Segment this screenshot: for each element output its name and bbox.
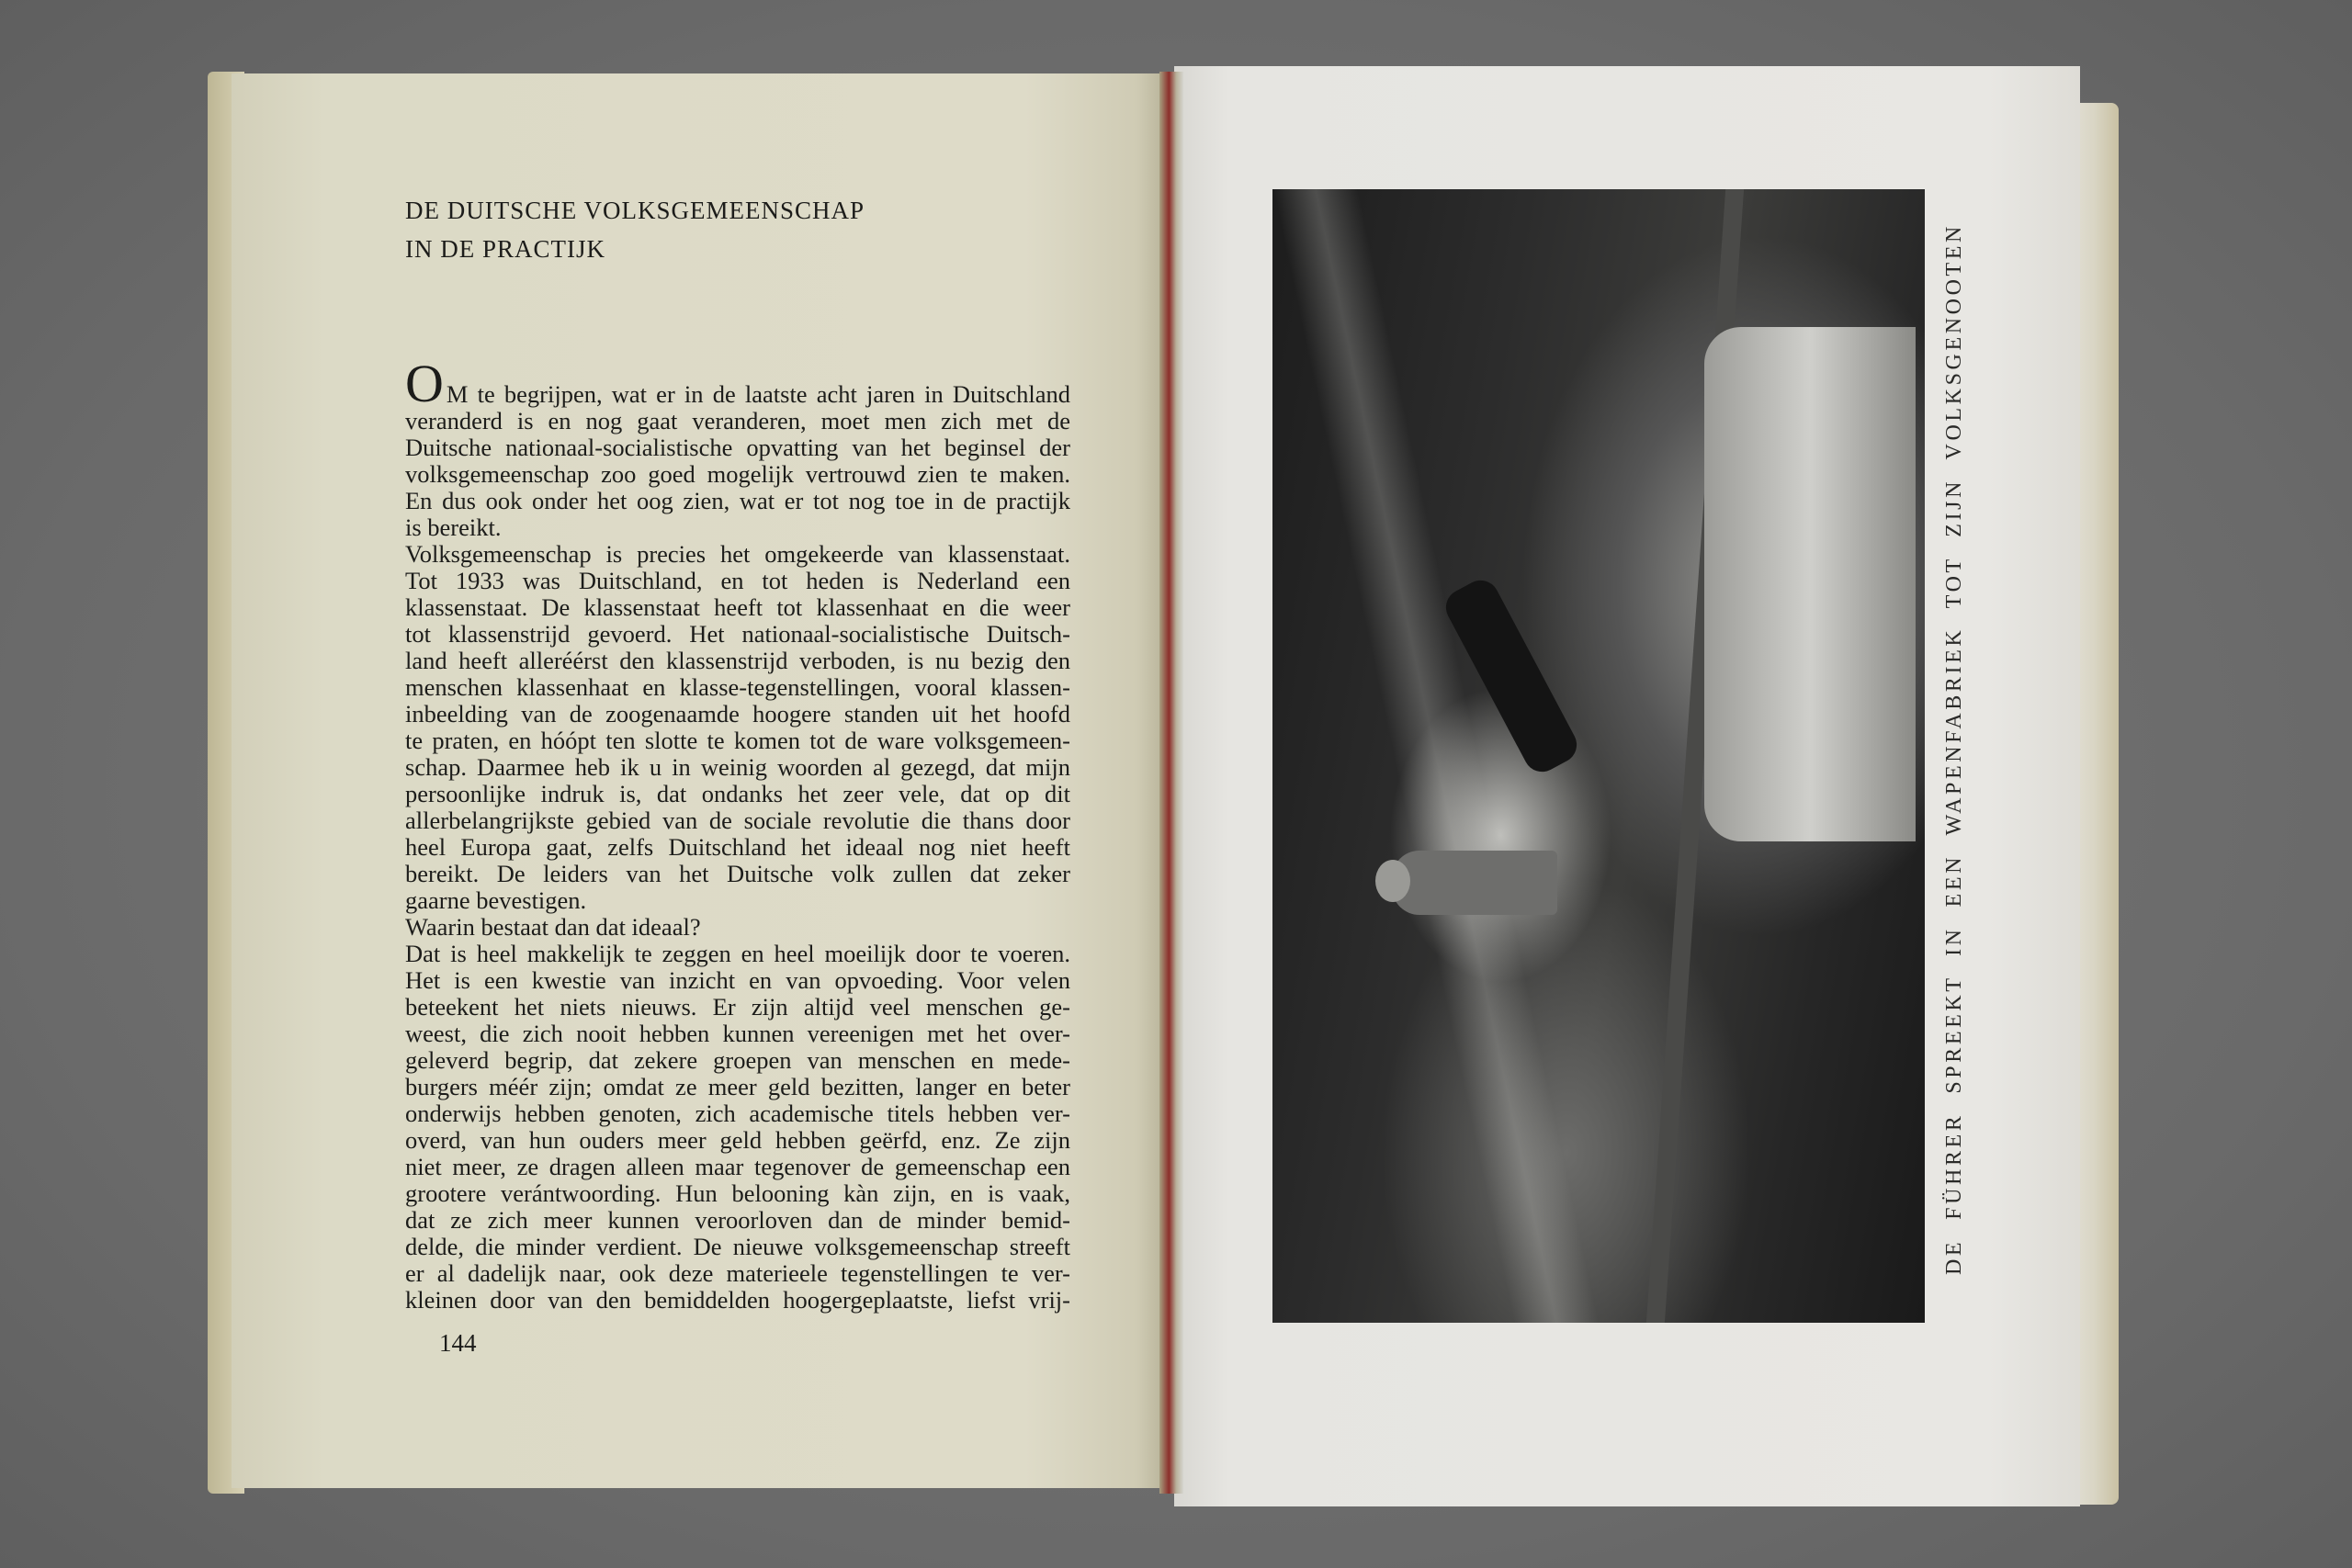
text-line: land heeft alleréérst den klassenstrijd verboden, is nu bezig den [405, 648, 1070, 674]
photo-light-beam [1272, 189, 1626, 1323]
text-line: weest, die zich nooit hebben kunnen vereenigen met het over- [405, 1021, 1070, 1047]
text-line: burgers méér zijn; omdat ze meer geld bezitten, langer en beter [405, 1074, 1070, 1100]
text-line: grootere verántwoording. Hun belooning kàn zijn, en is vaak, [405, 1180, 1070, 1207]
text-line: niet meer, ze dragen alleen maar tegenover de gemeenschap een [405, 1154, 1070, 1180]
text-line: menschen klassenhaat en klasse-tegenstellingen, vooral klassen- [405, 674, 1070, 701]
text-line: En dus ook onder het oog zien, wat er tot nog toe in de practijk [405, 488, 1070, 514]
text-line: geleverd begrip, dat zekere groepen van menschen en mede- [405, 1047, 1070, 1074]
text-line: tot klassenstrijd gevoerd. Het nationaal-socialistische Duitsch- [405, 621, 1070, 648]
text-line: M te begrijpen, wat er in de laatste acht jaren in Duitschland [446, 381, 1070, 408]
text-line: schap. Daarmee heb ik u in weinig woorden al gezegd, dat mijn [405, 754, 1070, 781]
photo-speaker-head [1375, 860, 1410, 902]
chapter-heading [405, 191, 865, 268]
text-line: er al dadelijk naar, ook deze materieele tegenstellingen te ver- [405, 1260, 1070, 1287]
photo-caption: DE FÜHRER SPREEKT IN EEN WAPENFABRIEK TOT ZIJN VOLKSGENOOTEN [1942, 223, 1966, 1275]
text-line: dat ze zich meer kunnen veroorloven dan de minder bemid- [405, 1207, 1070, 1234]
text-line: Tot 1933 was Duitschland, en tot heden is Nederland een [405, 568, 1070, 594]
text-line: Volksgemeenschap is precies het omgekeerde van klassenstaat. [405, 541, 1070, 568]
text-line: onderwijs hebben genoten, zich academische titels hebben ver- [405, 1100, 1070, 1127]
text-line: Waarin bestaat dan dat ideaal? [405, 914, 701, 941]
page-number: 144 [439, 1329, 477, 1357]
first-text-row [405, 354, 1070, 413]
text-line: persoonlijke indruk is, dat ondanks het zeer vele, dat op dit [405, 781, 1070, 807]
text-line: inbeelding van de zoogenaamde hoogere standen uit het hoofd [405, 701, 1070, 728]
text-line: Het is een kwestie van inzicht en van opvoeding. Voor velen [405, 967, 1070, 994]
text-line: is bereikt. [405, 514, 502, 541]
text-line: delde, die minder verdient. De nieuwe volksgemeenschap streeft [405, 1234, 1070, 1260]
chapter-heading-line-2: IN DE PRACTIJK [405, 235, 606, 263]
text-line: veranderd is en nog gaat veranderen, moet men zich met de [405, 408, 1070, 434]
text-line: bereikt. De leiders van het Duitsche volk zullen dat zeker [405, 861, 1070, 887]
body-text [405, 354, 1070, 1314]
text-line: heel Europa gaat, zelfs Duitschland het ideaal nog niet heeft [405, 834, 1070, 861]
photo-speaker-figure [1392, 851, 1557, 915]
text-line: te praten, en hóópt ten slotte te komen tot de ware volksgemeen- [405, 728, 1070, 754]
chapter-heading-line-1: DE DUITSCHE VOLKSGEMEENSCHAP [405, 197, 865, 224]
text-line: klassenstaat. De klassenstaat heeft tot klassenhaat en die weer [405, 594, 1070, 621]
photo-machine [1704, 327, 1916, 841]
text-line: overd, van hun ouders meer geld hebben geërfd, enz. Ze zijn [405, 1127, 1070, 1154]
text-line: allerbelangrijkste gebied van de sociale revolutie die thans door [405, 807, 1070, 834]
text-line: Dat is heel makkelijk te zeggen en heel moeilijk door te voeren. [405, 941, 1070, 967]
text-line: beteekent het niets nieuws. Er zijn altijd veel menschen ge- [405, 994, 1070, 1021]
text-line: gaarne bevestigen. [405, 887, 587, 914]
text-line: kleinen door van den bemiddelden hoogergeplaatste, liefst vrij- [405, 1287, 1070, 1314]
drop-cap: O [405, 354, 444, 413]
photograph [1272, 189, 1925, 1323]
book-spine [1159, 72, 1183, 1494]
text-line: Duitsche nationaal-socialistische opvatting van het beginsel der [405, 434, 1070, 461]
text-line: volksgemeenschap zoo goed mogelijk vertrouwd zien te maken. [405, 461, 1070, 488]
